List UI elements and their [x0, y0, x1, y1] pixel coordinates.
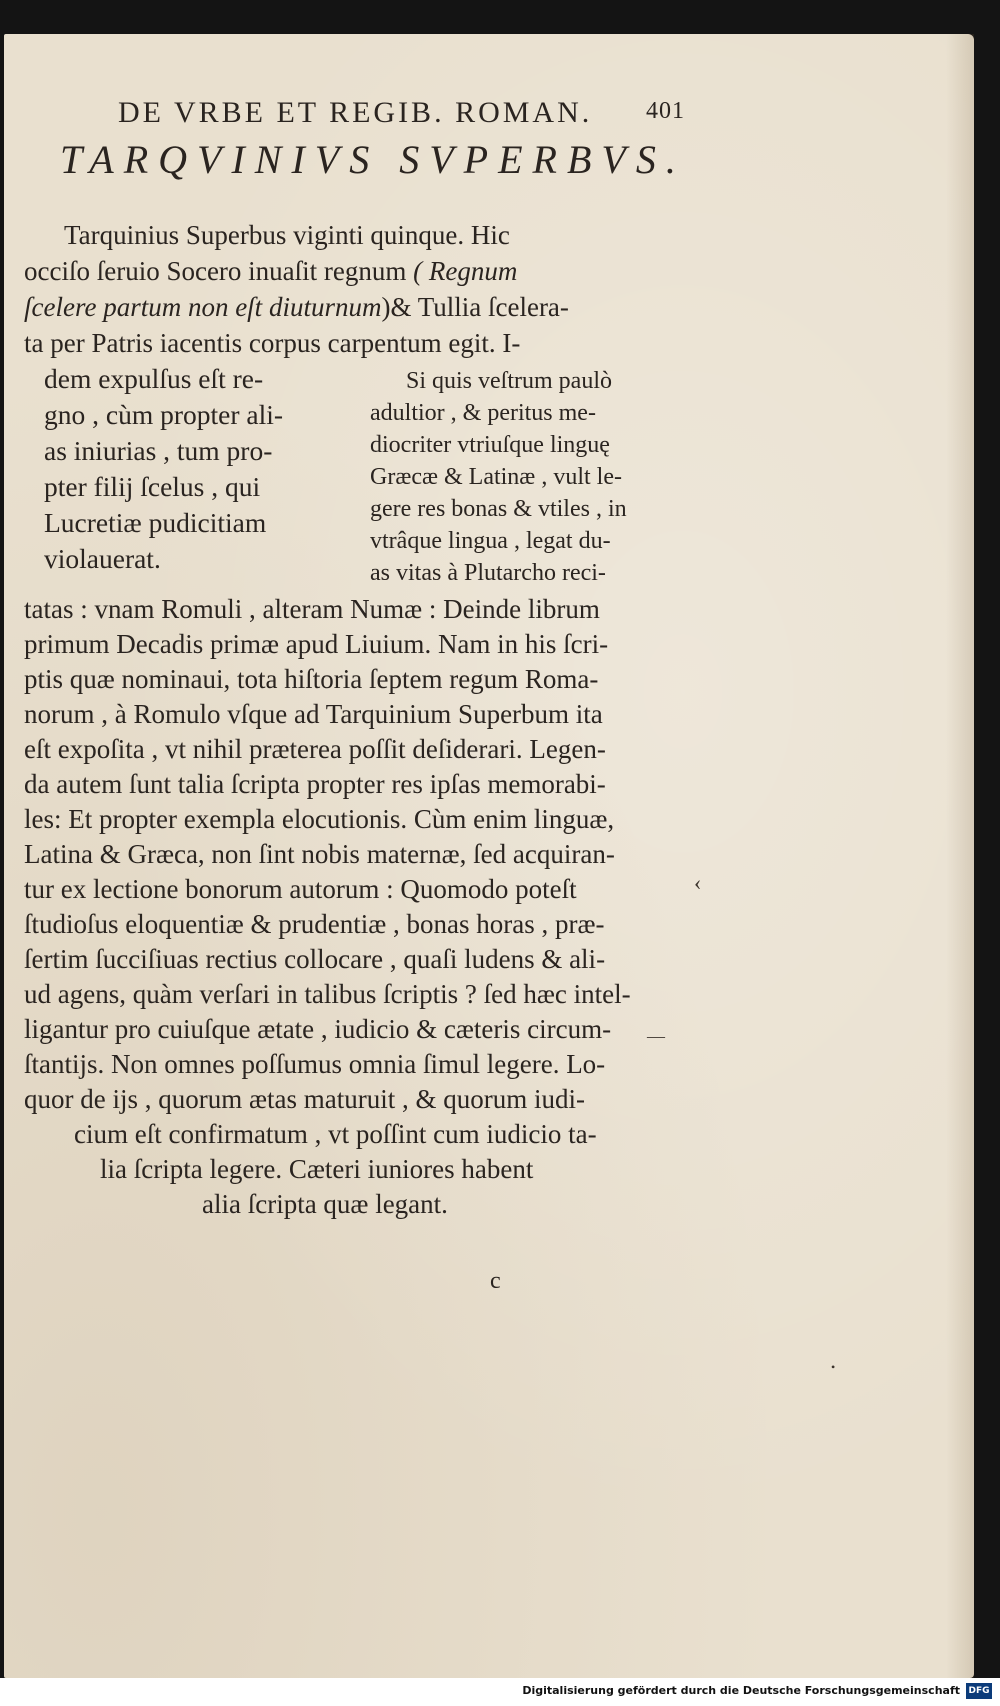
left-column-line: dem expulſus eſt re-	[44, 363, 264, 394]
right-column-line: diocriter vtriuſque linguę	[370, 432, 610, 458]
continuation-line: les: Et propter exempla elocutionis. Cùm enim linguæ,	[24, 804, 615, 834]
left-column-line: gno , cùm propter ali-	[44, 399, 284, 430]
left-column-line: Lucretiæ pudicitiam	[44, 507, 267, 538]
left-column-line: pter filij ſcelus , qui	[44, 471, 261, 502]
continuation-line: norum , à Romulo vſque ad Tarquinium Superbum ita	[24, 699, 603, 729]
continuation-line: ſertim ſucciſiuas rectius collocare , quaſi ludens & ali-	[24, 944, 606, 974]
body-line-4: ta per Patris iacentis corpus carpentum egit. I-	[24, 328, 521, 358]
continuation-line: ſtudioſus eloquentiæ & prudentiæ , bonas horas , præ-	[24, 909, 605, 939]
stray-mark: —	[647, 1026, 665, 1046]
continuation-line: ud agens, quàm verſari in talibus ſcriptis ? ſed hæc intel-	[24, 979, 631, 1009]
catchword: c	[490, 1268, 501, 1294]
right-column-line: adultior , & peritus me-	[370, 400, 596, 426]
body-text	[24, 92, 684, 1219]
body-line-3-italic: ſcelere partum non eſt diuturnum	[24, 292, 382, 322]
body-line-3-rest: )& Tullia ſcelera-	[381, 292, 569, 322]
body-line-1: Tarquinius Superbus viginti quinque. Hic	[64, 220, 510, 250]
digitization-footer	[0, 1678, 1000, 1706]
right-column-line: Si quis veſtrum paulò	[406, 368, 612, 394]
continuation-line: quor de ijs , quorum ætas maturuit , & quorum iudi-	[24, 1084, 585, 1114]
stray-mark: •	[831, 1360, 836, 1374]
page-edge-shadow	[946, 34, 974, 1678]
right-column-line: as vitas à Plutarcho reci-	[370, 560, 606, 586]
stray-mark: ‹	[694, 870, 702, 895]
body-line-2-text: occiſo ſeruio Socero inuaſit regnum	[24, 256, 414, 286]
continuation-line: ptis quæ nominaui, tota hiſtoria ſeptem regum Roma-	[24, 664, 599, 694]
continuation-line: Latina & Græca, non ſint nobis maternæ, ſed acquiran-	[24, 839, 615, 869]
continuation-line: eſt expoſita , vt nihil præterea poſſit deſiderari. Legen-	[24, 734, 606, 764]
closing-line: alia ſcripta quæ legant.	[202, 1189, 448, 1219]
right-column-line: Græcæ & Latinæ , vult le-	[370, 464, 622, 490]
page-number: 401	[646, 98, 685, 124]
closing-line: lia ſcripta legere. Cæteri iuniores habent	[100, 1154, 534, 1184]
running-title: DE VRBE ET REGIB. ROMAN.	[118, 96, 593, 129]
continuation-line: ſtantijs. Non omnes poſſumus omnia ſimul legere. Lo-	[24, 1049, 606, 1079]
continuation-line: tur ex lectione bonorum autorum : Quomodo poteſt	[24, 874, 577, 904]
right-column-line: vtrâque lingua , legat du-	[370, 528, 611, 554]
book-page	[4, 34, 974, 1678]
right-column-line: gere res bonas & vtiles , in	[370, 496, 627, 522]
continuation-line: cium eſt confirmatum , vt poſſint cum iudicio ta-	[74, 1119, 597, 1149]
left-column-line: as iniurias , tum pro-	[44, 435, 273, 466]
continuation-line: tatas : vnam Romuli , alteram Numæ : Deinde librum	[24, 594, 600, 624]
body-line-2	[24, 254, 684, 288]
body-line-3	[24, 290, 684, 324]
section-title: TARQVINIVS SVPERBVS.	[60, 137, 686, 182]
dfg-logo-icon: DFG	[966, 1683, 992, 1699]
continuation-line: primum Decadis primæ apud Liuium. Nam in his ſcri-	[24, 629, 609, 659]
left-column-line: violauerat.	[44, 543, 161, 574]
footer-credit: Digitalisierung gefördert durch die Deutsche Forschungsgemeinschaft	[522, 1684, 960, 1697]
body-line-2-italic: ( Regnum	[413, 256, 518, 286]
continuation-line: ligantur pro cuiuſque ætate , iudicio & cæteris circum-	[24, 1014, 612, 1044]
continuation-line: da autem ſunt talia ſcripta propter res ipſas memorabi-	[24, 769, 606, 799]
